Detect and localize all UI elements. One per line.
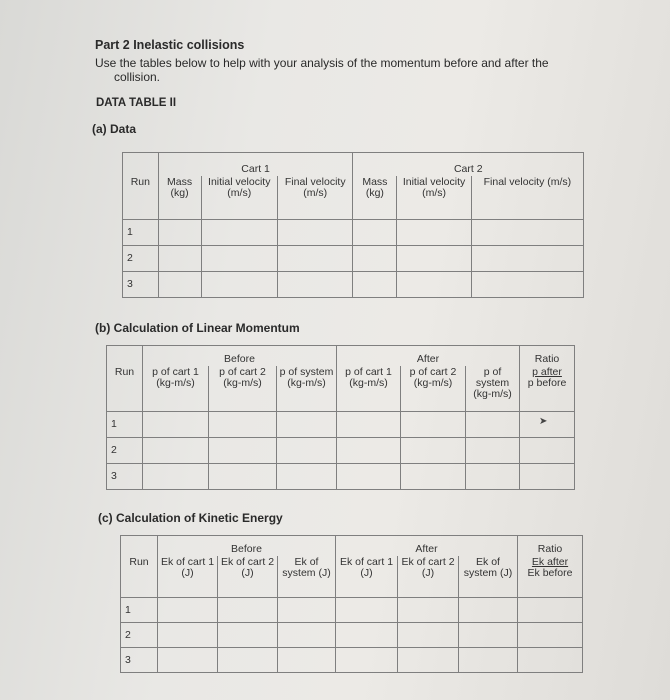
- cell-mass-1[interactable]: [158, 246, 201, 272]
- col-header-run: Run: [107, 366, 143, 412]
- cell-initial-velocity-2[interactable]: [397, 220, 471, 246]
- cell-initial-velocity-2[interactable]: [397, 272, 471, 298]
- cell[interactable]: [277, 464, 337, 490]
- cell-initial-velocity-1[interactable]: [201, 220, 277, 246]
- cell-final-velocity-2[interactable]: [471, 220, 583, 246]
- col-header-ratio: [518, 556, 583, 598]
- cell[interactable]: [218, 648, 278, 673]
- run-number: 2: [123, 246, 159, 272]
- col-header-run: Run: [121, 556, 158, 598]
- instructions-line-1: Use the tables below to help with your analysis of the momentum before and after the: [95, 56, 549, 70]
- table-row: [123, 246, 584, 272]
- cell[interactable]: [336, 598, 398, 623]
- run-number: 2: [121, 623, 158, 648]
- col-header-ratio: [520, 366, 575, 412]
- cell-final-velocity-2[interactable]: [471, 272, 583, 298]
- cell[interactable]: [401, 464, 466, 490]
- table-row: [107, 464, 575, 490]
- cell[interactable]: [158, 598, 218, 623]
- col-header-ek-cart-1-after: Ek of cart 1 (J): [336, 556, 398, 598]
- cell[interactable]: [466, 438, 520, 464]
- part-title: Part 2 Inelastic collisions: [95, 38, 245, 52]
- col-header-p-system-before: p of system (kg-m/s): [277, 366, 337, 412]
- cell[interactable]: [337, 412, 401, 438]
- cell[interactable]: [466, 464, 520, 490]
- cell[interactable]: [218, 623, 278, 648]
- cell-final-velocity-2[interactable]: [471, 246, 583, 272]
- cell[interactable]: [336, 648, 398, 673]
- cell[interactable]: [398, 623, 459, 648]
- section-b-title: (b) Calculation of Linear Momentum: [95, 321, 300, 335]
- cell[interactable]: [459, 623, 518, 648]
- header-run-blank: [123, 153, 159, 176]
- col-header-ek-cart-2-before: Ek of cart 2 (J): [218, 556, 278, 598]
- momentum-table: [106, 345, 575, 490]
- cell[interactable]: [143, 464, 209, 490]
- col-header-ek-system-after: Ek of system (J): [459, 556, 518, 598]
- run-number: 3: [123, 272, 159, 298]
- cell-initial-velocity-2[interactable]: [397, 246, 471, 272]
- run-number: 1: [121, 598, 158, 623]
- col-header-final-velocity-1: Final velocity (m/s): [278, 176, 353, 220]
- table-row: [107, 438, 575, 464]
- col-header-mass-1: Mass (kg): [158, 176, 201, 220]
- cell[interactable]: [466, 412, 520, 438]
- cell[interactable]: [398, 598, 459, 623]
- cell[interactable]: [398, 648, 459, 673]
- cell[interactable]: [209, 412, 277, 438]
- data-table-title: DATA TABLE II: [96, 97, 177, 109]
- cell-initial-velocity-1[interactable]: [201, 246, 277, 272]
- group-cart-2: Cart 2: [353, 153, 584, 176]
- col-header-p-system-after: p of system (kg-m/s): [466, 366, 520, 412]
- table-row: [107, 412, 575, 438]
- cell[interactable]: [143, 412, 209, 438]
- ratio-denominator: p before: [527, 376, 567, 389]
- table-row: [121, 623, 583, 648]
- instructions-line-2: collision.: [114, 70, 161, 84]
- col-header-initial-velocity-2: Initial velocity (m/s): [397, 176, 471, 220]
- data-table: [122, 152, 584, 298]
- cell[interactable]: [518, 623, 583, 648]
- cell[interactable]: [278, 598, 336, 623]
- kinetic-energy-table: [120, 535, 583, 673]
- cell[interactable]: [336, 623, 398, 648]
- group-before: Before: [158, 536, 336, 556]
- cell[interactable]: [518, 648, 583, 673]
- cell[interactable]: [278, 648, 336, 673]
- cell-mass-2[interactable]: [353, 272, 397, 298]
- mouse-pointer-icon: ➤: [539, 416, 548, 427]
- cell[interactable]: [158, 648, 218, 673]
- cell[interactable]: [520, 464, 575, 490]
- run-number: 1: [123, 220, 159, 246]
- group-before: Before: [143, 346, 337, 366]
- cell-final-velocity-1[interactable]: [278, 272, 353, 298]
- cell[interactable]: [459, 598, 518, 623]
- run-number: 1: [107, 412, 143, 438]
- table-row: [123, 220, 584, 246]
- cell-mass-1[interactable]: [158, 272, 201, 298]
- cell-mass-2[interactable]: [353, 246, 397, 272]
- col-header-ek-cart-1-before: Ek of cart 1 (J): [158, 556, 218, 598]
- cell[interactable]: [401, 412, 466, 438]
- table-row: [121, 598, 583, 623]
- col-header-ek-cart-2-after: Ek of cart 2 (J): [398, 556, 459, 598]
- cell[interactable]: [209, 438, 277, 464]
- cell[interactable]: [277, 438, 337, 464]
- col-header-mass-2: Mass (kg): [353, 176, 397, 220]
- table-row: [123, 272, 584, 298]
- cell-initial-velocity-1[interactable]: [201, 272, 277, 298]
- cell[interactable]: [337, 438, 401, 464]
- cell-final-velocity-1[interactable]: [278, 246, 353, 272]
- col-header-p-cart-2-after: p of cart 2 (kg-m/s): [401, 366, 466, 412]
- col-header-ek-system-before: Ek of system (J): [278, 556, 336, 598]
- group-cart-1: Cart 1: [158, 153, 353, 176]
- cell-final-velocity-1[interactable]: [278, 220, 353, 246]
- run-number: 3: [121, 648, 158, 673]
- col-header-run: Run: [123, 176, 159, 220]
- group-ratio: Ratio: [520, 346, 575, 366]
- run-number: 3: [107, 464, 143, 490]
- group-ratio: Ratio: [518, 536, 583, 556]
- cell[interactable]: [459, 648, 518, 673]
- col-header-final-velocity-2: Final velocity (m/s): [471, 176, 583, 220]
- col-header-p-cart-1-before: p of cart 1 (kg-m/s): [143, 366, 209, 412]
- ratio-denominator: Ek before: [527, 566, 573, 579]
- cell[interactable]: [520, 438, 575, 464]
- header-run-blank: [121, 536, 158, 556]
- col-header-initial-velocity-1: Initial velocity (m/s): [201, 176, 277, 220]
- group-after: After: [337, 346, 520, 366]
- group-after: After: [336, 536, 518, 556]
- col-header-p-cart-1-after: p of cart 1 (kg-m/s): [337, 366, 401, 412]
- table-row: [121, 648, 583, 673]
- instructions: [95, 56, 615, 84]
- ratio-numerator: p after: [532, 365, 562, 378]
- cell[interactable]: [518, 598, 583, 623]
- cell[interactable]: [143, 438, 209, 464]
- ratio-numerator: Ek after: [531, 555, 569, 568]
- section-c-title: (c) Calculation of Kinetic Energy: [98, 511, 283, 525]
- cell[interactable]: [218, 598, 278, 623]
- run-number: 2: [107, 438, 143, 464]
- col-header-p-cart-2-before: p of cart 2 (kg-m/s): [209, 366, 277, 412]
- cell[interactable]: [158, 623, 218, 648]
- cell[interactable]: [337, 464, 401, 490]
- cell[interactable]: [401, 438, 466, 464]
- cell-mass-2[interactable]: [353, 220, 397, 246]
- cell-mass-1[interactable]: [158, 220, 201, 246]
- cell[interactable]: [209, 464, 277, 490]
- section-a-title: (a) Data: [92, 122, 137, 136]
- header-run-blank: [107, 346, 143, 366]
- cell[interactable]: [277, 412, 337, 438]
- cell[interactable]: [278, 623, 336, 648]
